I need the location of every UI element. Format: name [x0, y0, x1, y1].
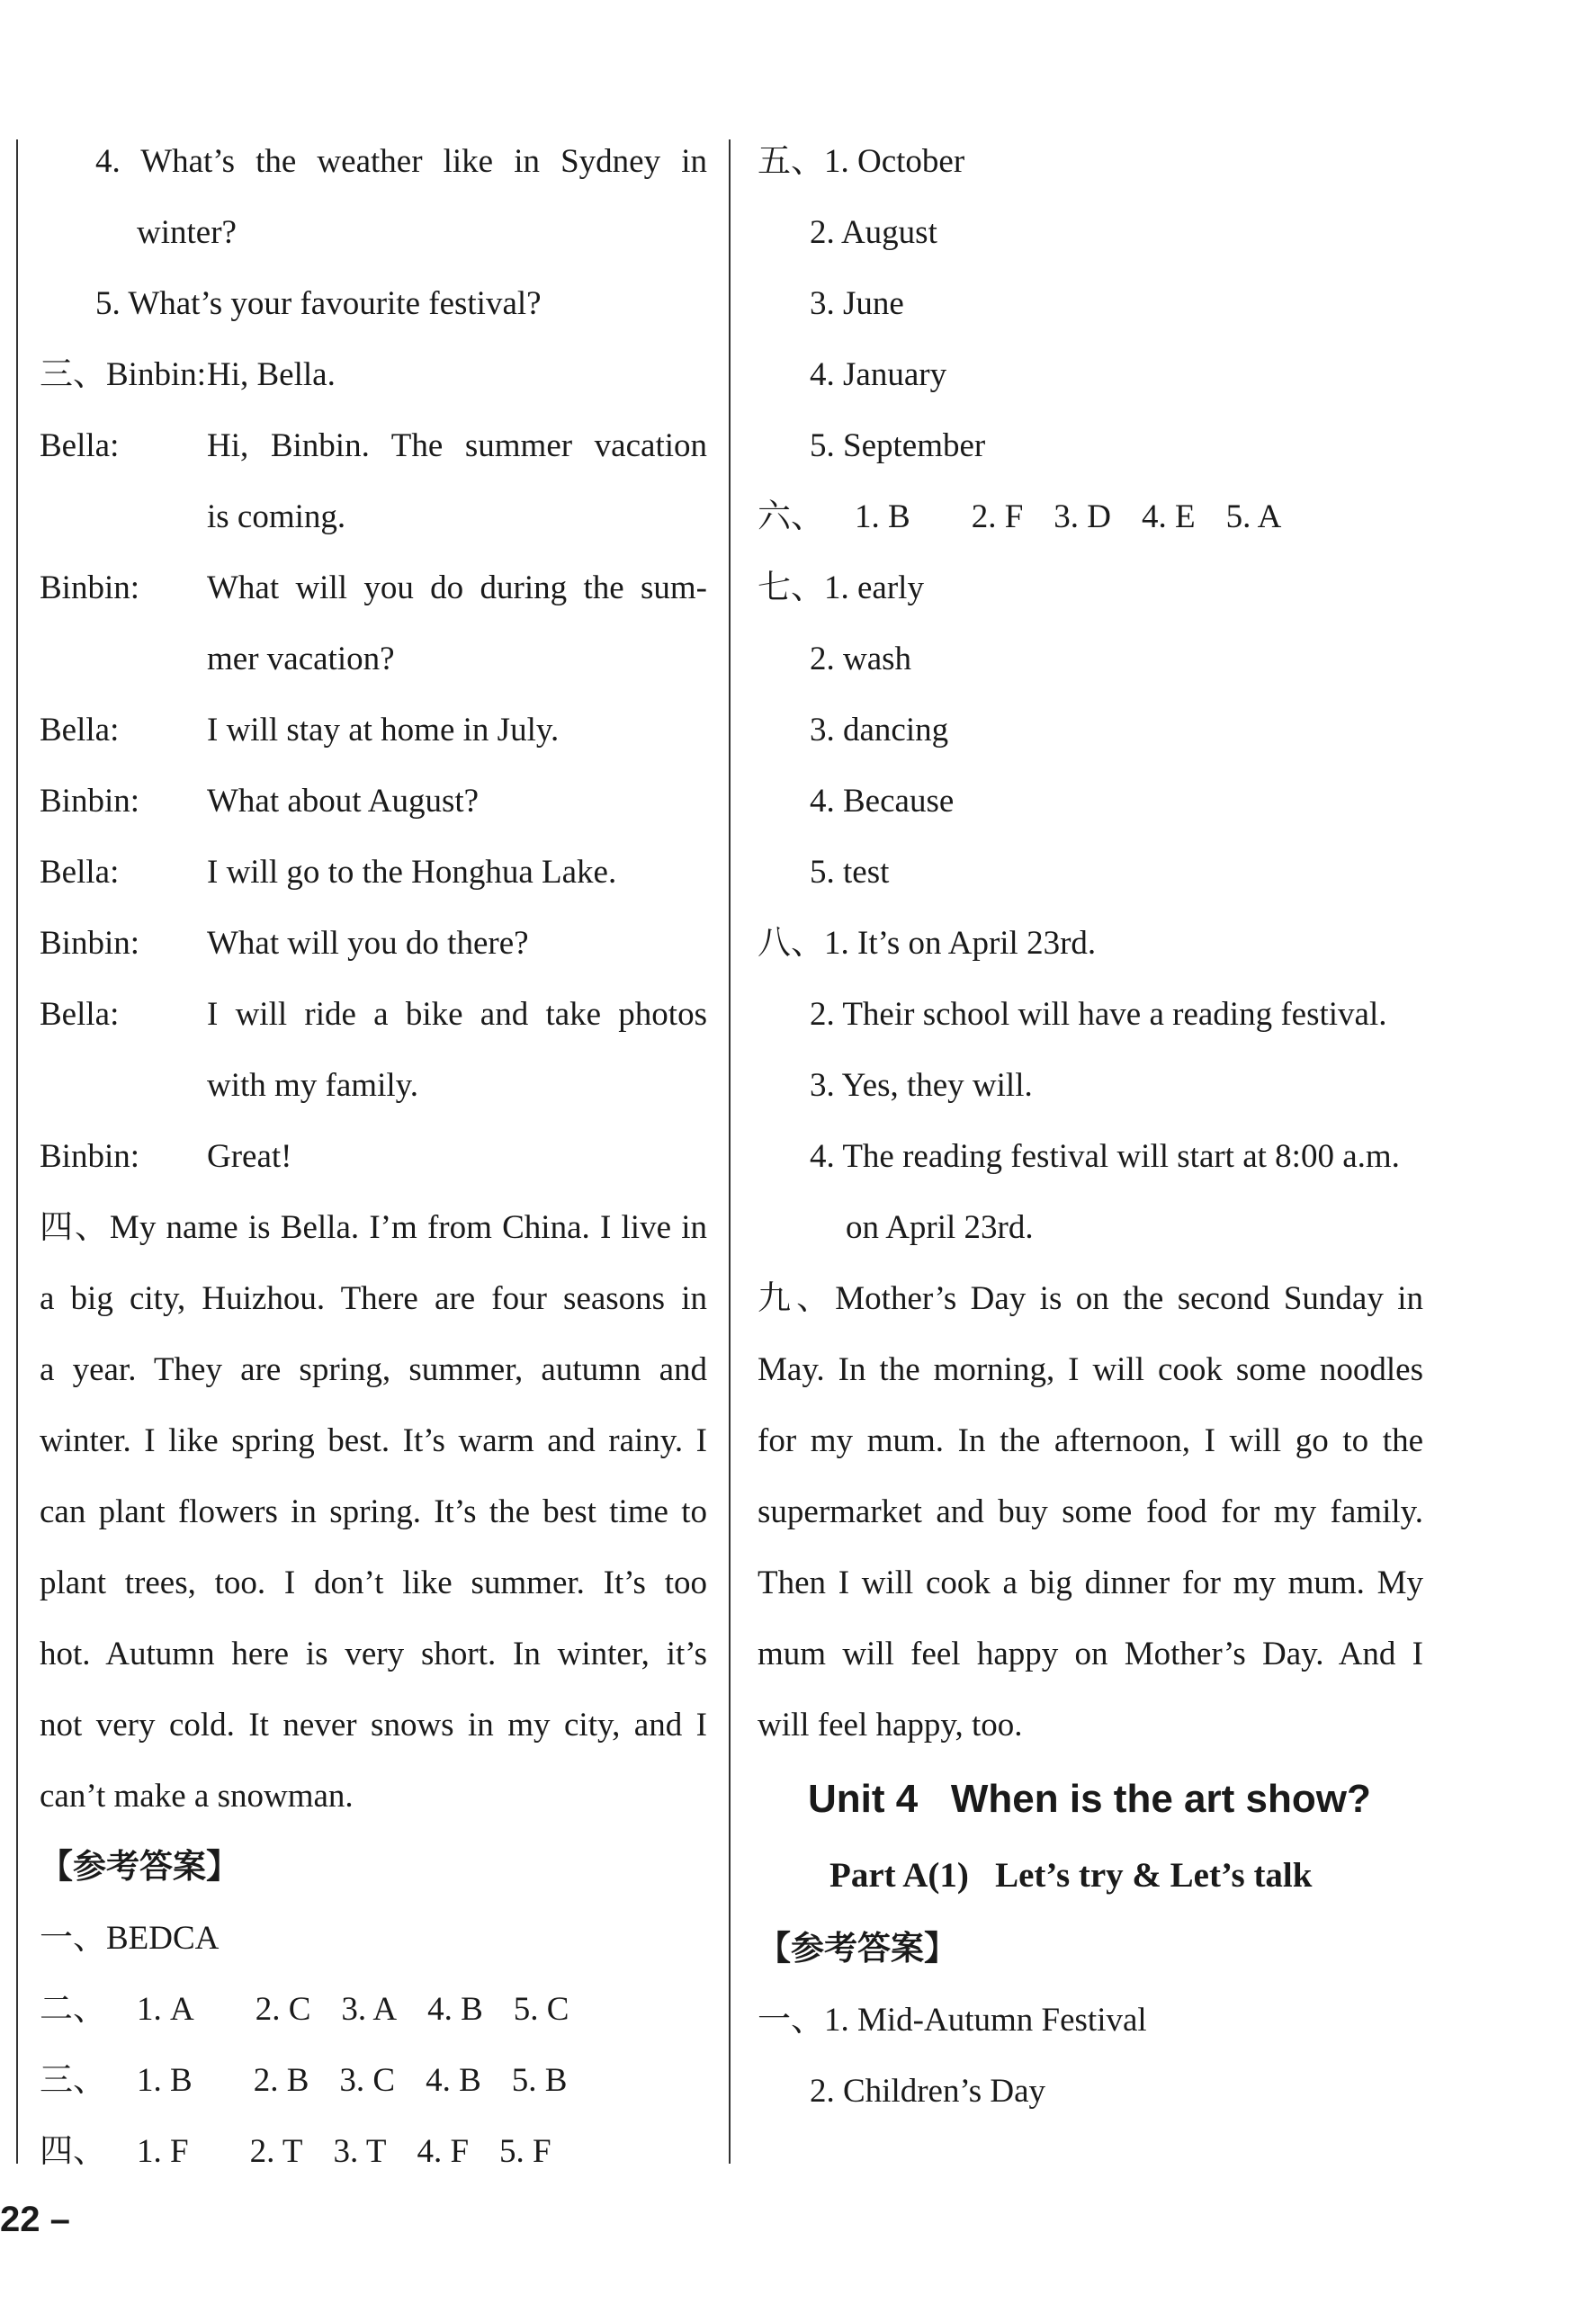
question-5: 5. What’s your favourite festival?	[95, 285, 542, 322]
dialogue-line	[40, 339, 707, 410]
part-title: Part A(1) Let’s try & Let’s talk	[829, 1856, 1313, 1895]
question-4-line-1: 4. What’s the weather like in Sydney in	[95, 143, 707, 180]
answer-line: 3. dancing	[810, 712, 949, 749]
answer-item: 2. B	[253, 2062, 309, 2099]
dialogue-line	[40, 837, 707, 908]
section-5-answers	[758, 126, 1423, 481]
dialogue-speaker: Binbin:	[40, 569, 140, 606]
answer-key-heading: 【参考答案】	[758, 1931, 957, 1968]
answer-line: 5. September	[810, 427, 986, 464]
answer-line: 2. Their school will have a reading festival.	[810, 996, 1387, 1033]
answer-line: 4. January	[810, 356, 947, 393]
dialogue-speaker: Binbin:	[40, 783, 140, 820]
answer-line: 2. August	[810, 214, 937, 251]
unit-title: Unit 4 When is the art show?	[808, 1777, 1371, 1821]
page-number: 22 –	[0, 2200, 70, 2239]
passage-line: can plant flowers in spring. It’s the best time to	[40, 1493, 707, 1530]
answer-line: 一、1. Mid-Autumn Festival	[758, 2002, 1147, 2039]
dialogue-text: mer vacation?	[207, 641, 395, 677]
dialogue-text: Hi, Bella.	[207, 356, 336, 393]
dialogue-text: What will you do there?	[207, 925, 529, 962]
answer-item: 5. F	[499, 2133, 551, 2170]
answer-line: 五、1. October	[758, 143, 965, 180]
dialogue-line	[40, 766, 707, 837]
answer-item: 4. B	[427, 1991, 483, 2028]
dialogue-text: Great!	[207, 1138, 292, 1175]
answer-line: 4. Because	[810, 783, 955, 820]
left-column	[40, 126, 707, 2187]
answer-line: 3. June	[810, 285, 904, 322]
passage-line: 四、My name is Bella. I’m from China. I live in	[40, 1209, 707, 1246]
dialogue-text: I will stay at home in July.	[207, 712, 560, 749]
answer-item: 5. A	[1225, 498, 1282, 535]
dialogue	[40, 339, 707, 1192]
answer-line: 八、1. It’s on April 23rd.	[758, 925, 1097, 962]
passage	[40, 1192, 707, 1832]
passage-line: plant trees, too. I don’t like summer. It’s too	[40, 1564, 707, 1601]
answer-item: 3. T	[333, 2133, 387, 2170]
passage-line: mum will feel happy on Mother’s Day. And I	[758, 1636, 1423, 1672]
answer-key-heading: 【参考答案】	[40, 1849, 239, 1886]
answer-item: 3. C	[339, 2062, 396, 2099]
passage-line: not very cold. It never snows in my city, and I	[40, 1707, 707, 1744]
dialogue-text: with my family.	[207, 1067, 418, 1104]
answer-row	[40, 2045, 707, 2116]
answer-row	[40, 2116, 707, 2187]
answer-row: 一、BEDCA	[40, 1920, 220, 1957]
left-margin-rule	[16, 139, 18, 2164]
dialogue-line	[40, 695, 707, 766]
answer-line: 七、1. early	[758, 569, 924, 606]
dialogue-speaker: Bella:	[40, 854, 120, 891]
passage-line: May. In the morning, I will cook some noodles	[758, 1351, 1423, 1388]
passage-line: can’t make a snowman.	[40, 1778, 354, 1815]
dialogue-text: What will you do during the sum-	[207, 569, 707, 606]
dialogue-line	[40, 908, 707, 979]
dialogue-speaker: Binbin:	[40, 1138, 140, 1175]
section-9-passage	[758, 1263, 1423, 1761]
dialogue-speaker: Bella:	[40, 712, 120, 749]
column-divider	[729, 139, 731, 2164]
question-4-line-2: winter?	[137, 214, 237, 251]
answer-item: 4. B	[426, 2062, 481, 2099]
answer-line: on April 23rd.	[846, 1209, 1034, 1246]
answer-line: 2. Children’s Day	[810, 2073, 1046, 2110]
passage-line: 九、Mother’s Day is on the second Sunday in	[758, 1280, 1423, 1317]
answer-item: 3. A	[341, 1991, 398, 2028]
answer-line: 5. test	[810, 854, 890, 891]
answer-item: 4. F	[417, 2133, 470, 2170]
passage-line: winter. I like spring best. It’s warm and rainy. I	[40, 1422, 707, 1459]
passage-line: will feel happy, too.	[758, 1707, 1023, 1744]
dialogue-text: I will go to the Honghua Lake.	[207, 854, 617, 891]
dialogue-text: I will ride a bike and take photos	[207, 996, 707, 1033]
section-7-answers	[758, 552, 1423, 908]
dialogue-line	[40, 552, 707, 623]
passage-line: a year. They are spring, summer, autumn and	[40, 1351, 707, 1388]
right-column	[758, 126, 1423, 2127]
passage-line: hot. Autumn here is very short. In winter, it’s	[40, 1636, 707, 1672]
passage-line: supermarket and buy some food for my family.	[758, 1493, 1423, 1530]
section-6-answers	[758, 481, 1423, 552]
passage-line: for my mum. In the afternoon, I will go to the	[758, 1422, 1423, 1459]
answer-item: 六、 1. B	[758, 498, 910, 535]
answer-item: 二、 1. A	[40, 1991, 194, 2028]
answer-line: 3. Yes, they will.	[810, 1067, 1033, 1104]
dialogue-text: is coming.	[207, 498, 346, 535]
dialogue-text: Hi, Binbin. The summer vacation	[207, 427, 707, 464]
answer-row	[40, 1974, 707, 2045]
answer-item: 4. E	[1142, 498, 1196, 535]
section-8-answers	[758, 908, 1423, 1263]
answer-item: 5. C	[513, 1991, 569, 2028]
answer-line: 4. The reading festival will start at 8:00 a.m.	[810, 1138, 1400, 1175]
dialogue-speaker: 三、Binbin:	[40, 356, 207, 393]
dialogue-speaker: Bella:	[40, 996, 120, 1033]
answer-item: 3. D	[1054, 498, 1111, 535]
answer-line: 2. wash	[810, 641, 912, 677]
answer-item: 2. T	[249, 2133, 303, 2170]
dialogue-speaker: Bella:	[40, 427, 120, 464]
answer-item: 5. B	[511, 2062, 568, 2099]
dialogue-line	[40, 410, 707, 481]
answer-item: 2. C	[255, 1991, 311, 2028]
answer-item: 三、 1. B	[40, 2062, 193, 2099]
answer-item: 四、 1. F	[40, 2133, 189, 2170]
dialogue-line	[40, 979, 707, 1050]
passage-line: a big city, Huizhou. There are four seasons in	[40, 1280, 707, 1317]
dialogue-speaker: Binbin:	[40, 925, 140, 962]
passage-line: Then I will cook a big dinner for my mum. My	[758, 1564, 1423, 1601]
dialogue-line	[40, 1121, 707, 1192]
answer-item: 2. F	[971, 498, 1024, 535]
dialogue-text: What about August?	[207, 783, 480, 820]
